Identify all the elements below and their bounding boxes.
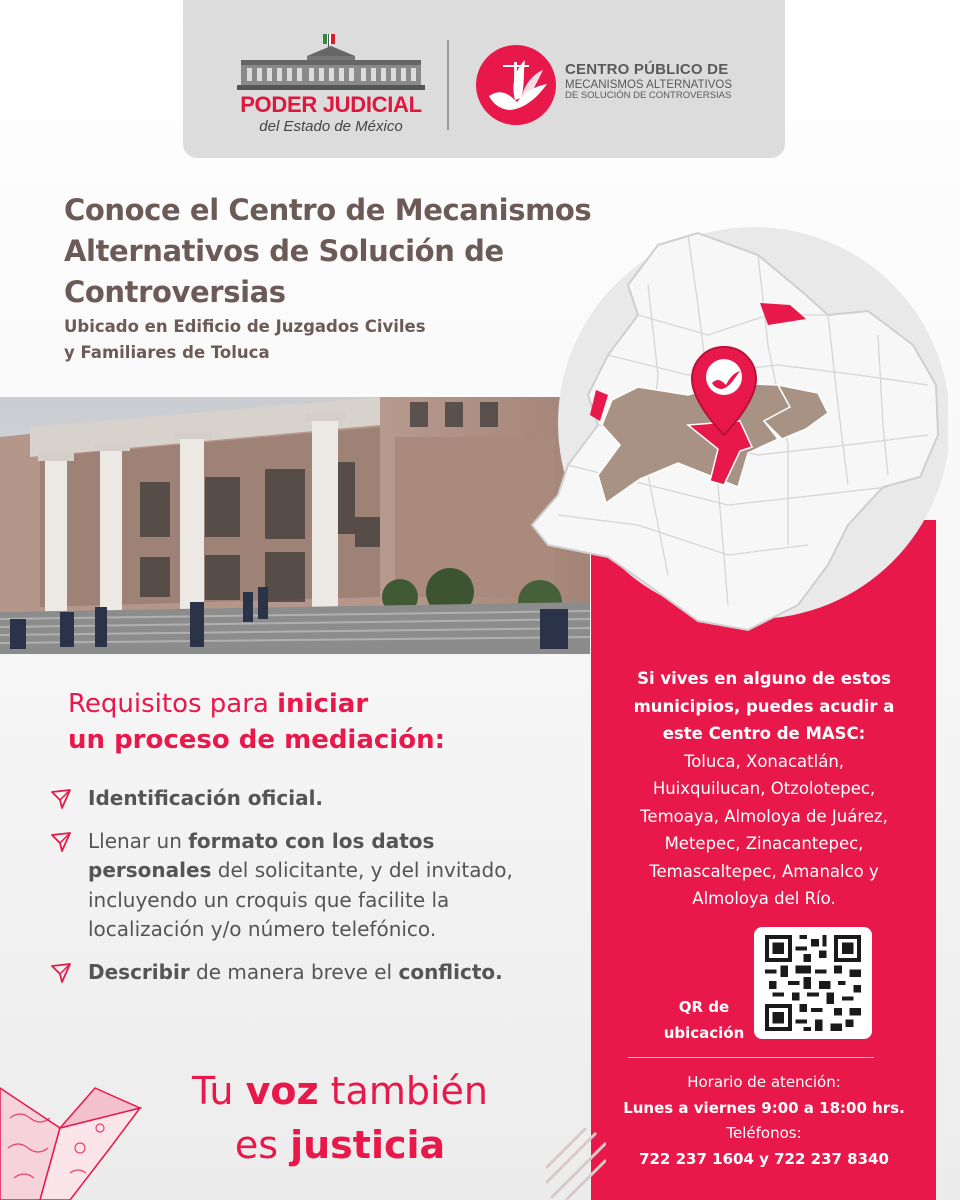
masc-name-line1: CENTRO PÚBLICO DE: [565, 61, 729, 78]
phones-label: Teléfonos:: [726, 1124, 802, 1142]
estado-de-mexico-map: [528, 225, 948, 645]
requisito-1-text: Identificación oficial.: [88, 786, 324, 810]
requisito-3-bold2: conflicto.: [398, 959, 503, 984]
header-band: [183, 0, 785, 158]
qr-code[interactable]: [754, 927, 872, 1039]
decorative-stripes: [546, 1128, 606, 1200]
municipios-intro-line2: municipios, puedes acudir a: [633, 696, 895, 716]
poder-judicial-logo: [231, 30, 431, 140]
masc-name-line2: MECANISMOS ALTERNATIVOS: [565, 78, 732, 91]
header-divider: [447, 40, 449, 130]
page-title-line3: Controversias: [64, 275, 286, 309]
municipios-intro-line3: este Centro de MASC:: [662, 724, 866, 743]
qr-code-icon: [765, 935, 861, 1031]
slogan-part2: voz: [245, 1069, 319, 1113]
slogan: [110, 1064, 570, 1172]
masc-name: [565, 62, 775, 102]
municipios-list-line6: Almoloya del Río.: [692, 889, 836, 908]
requisito-3-bold: Describir: [88, 959, 190, 984]
hours-value: Lunes a viernes 9:00 a 18:00 hrs.: [623, 1098, 905, 1117]
paper-plane-icon: [50, 962, 72, 984]
requisitos-title: [68, 686, 578, 758]
requisito-2-bold1: formato con los datos: [188, 828, 435, 853]
requisito-2-pre: Llenar un: [88, 828, 189, 853]
poder-judicial-title: PODER JUDICIAL: [240, 92, 422, 117]
contact-info: [594, 1070, 934, 1172]
requisitos-title-part1: Requisitos para: [68, 689, 278, 719]
municipios-list-line2: Huixquilucan, Otzolotepec,: [652, 779, 876, 798]
qr-label-line1: QR de: [678, 998, 730, 1016]
list-item: [50, 827, 540, 945]
phones-value: 722 237 1604 y 722 237 8340: [639, 1149, 889, 1168]
poder-judicial-subtitle: del Estado de México: [259, 118, 403, 135]
requisitos-list: [50, 784, 540, 1000]
slogan-part4: es: [234, 1123, 291, 1167]
requisito-2-rest: del solicitante, y del invitado, incluyendo un croquis que facilite la localización y/o número telefónico.: [88, 858, 513, 941]
masc-dove-emblem-icon: [475, 44, 557, 126]
municipios-intro-line1: Si vives en alguno de estos: [637, 669, 891, 688]
palace-building-icon: [237, 34, 425, 92]
location-subtitle-line2: y Familiares de Toluca: [64, 343, 270, 362]
location-subtitle: [64, 314, 534, 366]
requisito-3-mid: de manera breve el: [189, 959, 399, 984]
location-subtitle-line1: Ubicado en Edificio de Juzgados Civiles: [64, 317, 426, 336]
qr-label-line2: ubicación: [663, 1024, 745, 1042]
municipios-list-line1: Toluca, Xonacatlán,: [683, 751, 845, 771]
panel-divider: [628, 1057, 874, 1058]
municipios-list-line4: Metepec, Zinacantepec,: [664, 834, 864, 853]
municipios-list-line3: Temoaya, Almoloya de Juárez,: [640, 806, 888, 826]
paper-plane-icon: [50, 831, 72, 853]
page-title-line1: Conoce el Centro de Mecanismos: [64, 193, 592, 227]
qr-label: [652, 994, 756, 1046]
list-item: [50, 784, 540, 814]
slogan-part1: Tu: [191, 1069, 246, 1113]
requisitos-title-part3: un proceso de mediación:: [68, 725, 445, 755]
requisito-2-bold2: personales: [88, 858, 212, 882]
masc-name-line3: DE SOLUCIÓN DE CONTROVERSIAS: [565, 90, 732, 102]
slogan-part5: justicia: [290, 1123, 446, 1167]
hours-label: Horario de atención:: [687, 1073, 841, 1091]
courthouse-photo: [0, 397, 590, 654]
page-title-line2: Alternativos de Solución de: [64, 234, 504, 268]
municipios-text: [594, 665, 934, 913]
list-item: [50, 958, 540, 988]
requisitos-title-part2: iniciar: [277, 689, 369, 719]
paper-plane-icon: [50, 788, 72, 810]
municipios-list-line5: Temascaltepec, Amanalco y: [649, 861, 879, 881]
slogan-part3: también: [318, 1069, 489, 1113]
